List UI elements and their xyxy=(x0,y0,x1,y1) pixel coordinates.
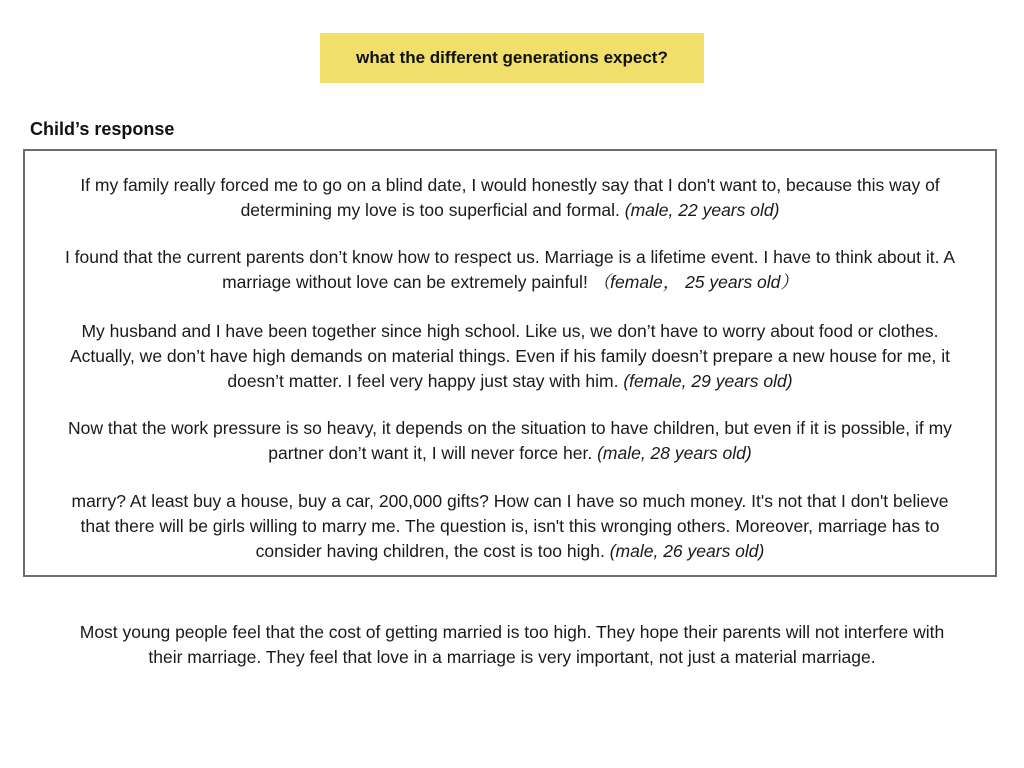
quote-3 xyxy=(55,319,965,394)
quote-author: (male, 28 years old) xyxy=(597,443,752,463)
slide-title xyxy=(320,33,704,83)
quote-1 xyxy=(55,173,965,223)
section-heading: Child’s response xyxy=(30,119,175,139)
quote-5 xyxy=(55,489,965,564)
quote-author: (male, 22 years old) xyxy=(624,200,780,220)
quote-text: If my family really forced me to go on a blind date, I would honestly say that I don't want to, because this way of determining my love is too superficial and formal. xyxy=(80,175,940,220)
quote-text: Now that the work pressure is so heavy, it depends on the situation to have children, but even if it is possible, if my partner don’t want it, I will never force her. xyxy=(68,418,952,463)
quote-text: My husband and I have been together since high school. Like us, we don’t have to worry about food or clothes. Actually, we don’t have high demands on material things. Even if his family doesn’t prepare a new house for me, it doesn’t matter. I feel very happy just stay with him. xyxy=(69,321,950,391)
quote-2 xyxy=(55,245,965,295)
quote-author: (male, 26 years old) xyxy=(609,541,765,561)
quotes-box xyxy=(23,149,997,577)
slide-title-text: what the different generations expect? xyxy=(356,48,668,67)
summary-paragraph: Most young people feel that the cost of getting married is too high. They hope their parents will not interfere with their marriage. They feel that love in a marriage is very important, not just a material marriage. xyxy=(79,622,945,667)
quote-text: I found that the current parents don’t know how to respect us. Marriage is a lifetime event. I have to think about it. A marriage without love can be extremely painful! xyxy=(64,247,956,292)
quote-text: marry? At least buy a house, buy a car, 200,000 gifts? How can I have so much money. It's not that I don't believe that there will be girls willing to marry me. The question is, isn't this wronging others. Moreover, marriage has to consider having children, the cost is too high. xyxy=(71,491,949,561)
quote-4 xyxy=(55,416,965,466)
quote-author: （female， 25 years old） xyxy=(592,272,798,292)
quote-author: (female, 29 years old) xyxy=(623,371,793,391)
